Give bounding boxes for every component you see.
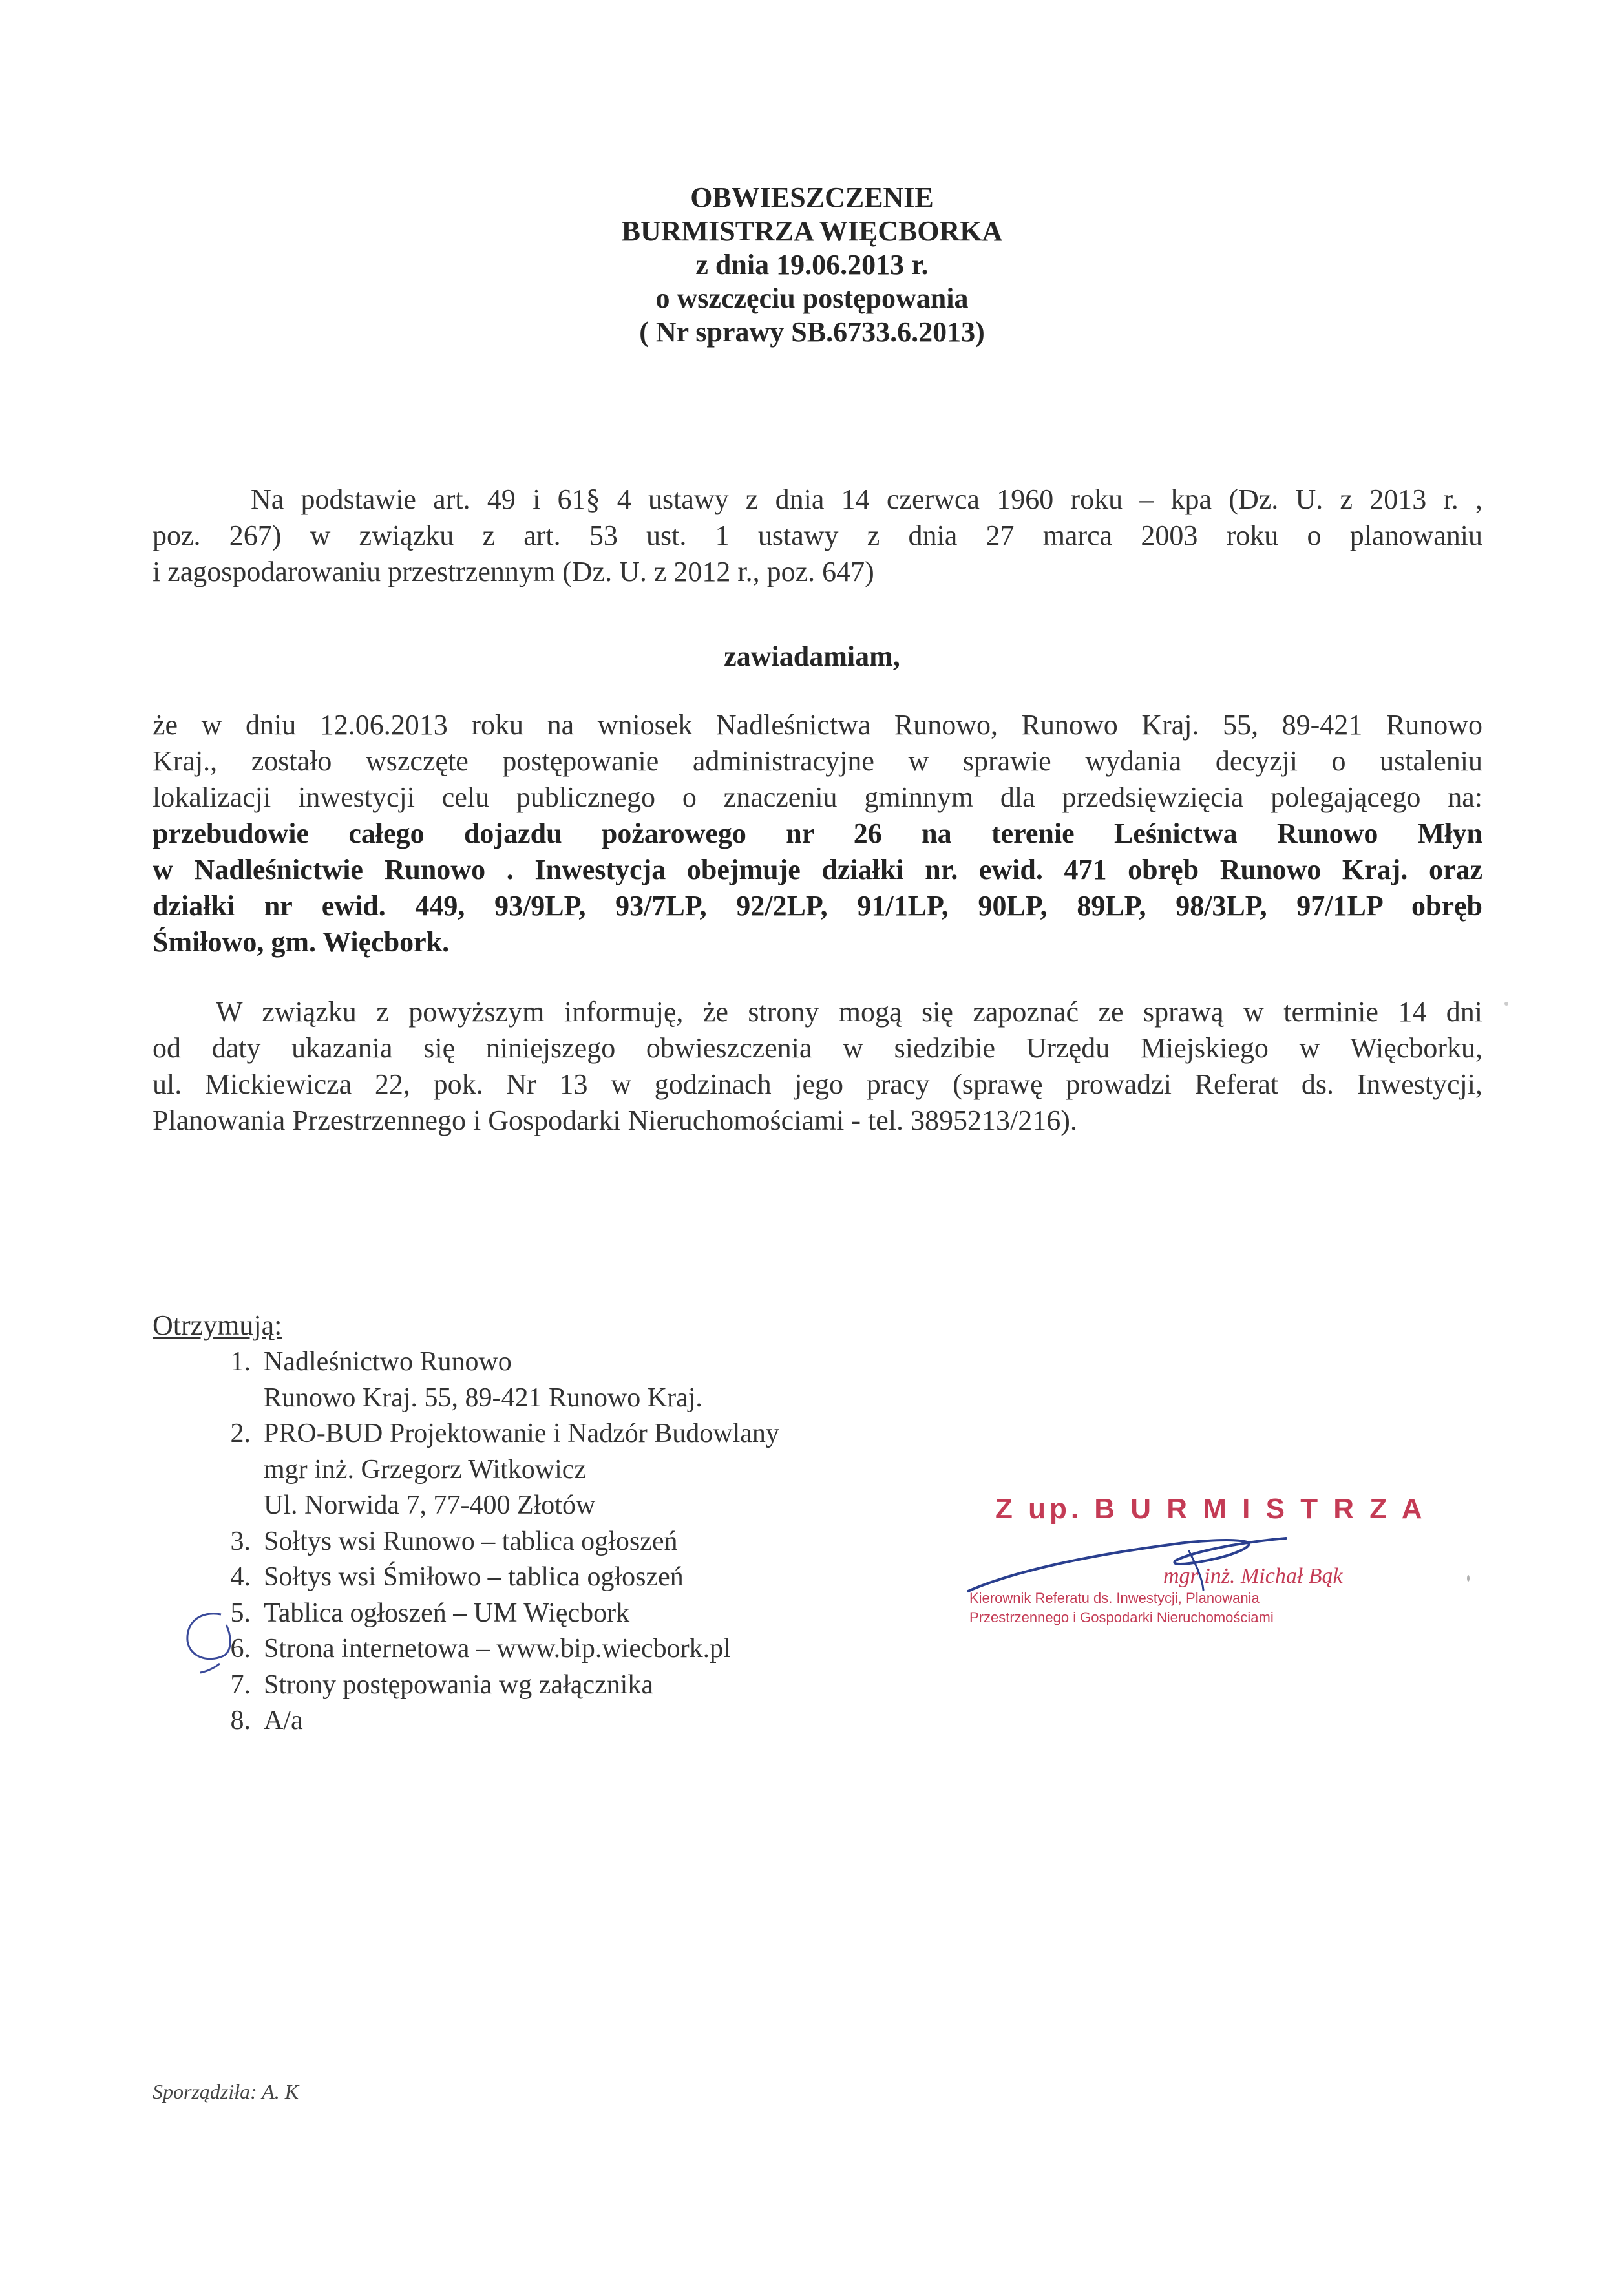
- prepared-by-note: Sporządziła: A. K: [153, 2080, 299, 2103]
- stamp-title: Z up. B U R M I S T R Z A: [995, 1493, 1426, 1525]
- list-item-number: 7.: [230, 1669, 251, 1700]
- body-line: lokalizacji inwestycji celu publicznego o znaczeniu gminnym dla przedsięwzięcia polegającego na:: [153, 781, 1482, 813]
- list-item: [194, 1667, 779, 1704]
- list-item-continuation: mgr inż. Grzegorz Witkowicz: [264, 1454, 587, 1485]
- list-item: [194, 1631, 779, 1667]
- recipients-title: Otrzymują:: [153, 1309, 282, 1341]
- body-bold-line: przebudowie całego dojazdu pożarowego nr 26 na terenie Leśnictwa Runowo Młyn: [153, 818, 1482, 849]
- list-item: [194, 1524, 779, 1560]
- stamp-role: Przestrzennego i Gospodarki Nieruchomościami: [969, 1609, 1274, 1625]
- list-item-continuation: Runowo Kraj. 55, 89-421 Runowo Kraj.: [264, 1382, 702, 1413]
- info-paragraph: [153, 994, 1482, 1139]
- list-item-number: 2.: [230, 1419, 251, 1448]
- stamp-role: Kierownik Referatu ds. Inwestycji, Planowania: [969, 1590, 1260, 1606]
- list-item-text: Strona internetowa – www.bip.wiecbork.pl: [264, 1634, 731, 1664]
- list-item-continuation: Ul. Norwida 7, 77-400 Złotów: [264, 1490, 596, 1520]
- list-item-text: Sołtys wsi Runowo – tablica ogłoszeń: [264, 1526, 678, 1556]
- stamp-name: mgr inż. Michał Bąk: [1163, 1564, 1343, 1588]
- list-item-text: Sołtys wsi Śmiłowo – tablica ogłoszeń: [264, 1562, 684, 1592]
- list-item-number: 4.: [230, 1562, 251, 1592]
- intro-line: Na podstawie art. 49 i 61§ 4 ustawy z dnia 14 czerwca 1960 roku – kpa (Dz. U. z 2013 r. ,: [251, 483, 1482, 515]
- announcement-heading: zawiadamiam,: [724, 640, 900, 672]
- header-subject: o wszczęciu postępowania: [655, 282, 969, 314]
- scan-speck: [1467, 1575, 1470, 1582]
- handwritten-circle-mark: [181, 1609, 239, 1674]
- list-item-text: Strony postępowania wg załącznika: [264, 1669, 653, 1700]
- list-item: [194, 1344, 779, 1416]
- header-date: z dnia 19.06.2013 r.: [695, 249, 929, 280]
- body-bold-line: działki nr ewid. 449, 93/9LP, 93/7LP, 92/2LP, 91/1LP, 90LP, 89LP, 98/3LP, 97/1LP obręb: [153, 890, 1482, 922]
- list-item-number: 1.: [230, 1347, 251, 1377]
- list-item-number: 8.: [230, 1706, 251, 1735]
- body-paragraph: [153, 707, 1482, 960]
- intro-paragraph: [153, 481, 1482, 590]
- header-title: OBWIESZCZENIE: [690, 182, 934, 213]
- info-line: W związku z powyższym informuję, że strony mogą się zapoznać ze sprawą w terminie 14 dni: [216, 996, 1482, 1028]
- list-item: [194, 1703, 779, 1739]
- header-issuer: BURMISTRZA WIĘCBORKA: [621, 215, 1003, 247]
- list-item: [194, 1560, 779, 1596]
- list-item-number: 6.: [230, 1634, 251, 1664]
- list-item-text: Nadleśnictwo Runowo: [264, 1347, 512, 1377]
- body-bold-line: Śmiłowo, gm. Więcbork.: [153, 926, 450, 958]
- intro-line: poz. 267) w związku z art. 53 ust. 1 ustawy z dnia 27 marca 2003 roku o planowaniu: [153, 520, 1482, 551]
- intro-line: i zagospodarowaniu przestrzennym (Dz. U. z 2012 r., poz. 647): [153, 556, 874, 587]
- body-line: że w dniu 12.06.2013 roku na wniosek Nadleśnictwa Runowo, Runowo Kraj. 55, 89-421 Runowo: [153, 709, 1482, 741]
- info-line: Planowania Przestrzennego i Gospodarki Nieruchomościami - tel. 3895213/216).: [153, 1105, 1077, 1136]
- list-item-number: 3.: [230, 1526, 251, 1556]
- list-item-text: Tablica ogłoszeń – UM Więcbork: [264, 1598, 630, 1628]
- body-bold-line: w Nadleśnictwie Runowo . Inwestycja obejmuje działki nr. ewid. 471 obręb Runowo Kraj. oraz: [153, 854, 1482, 885]
- handwritten-signature: [963, 1519, 1325, 1609]
- list-item: [194, 1596, 779, 1632]
- info-line: ul. Mickiewicza 22, pok. Nr 13 w godzinach jego pracy (sprawę prowadzi Referat ds. Inwestycji,: [153, 1068, 1482, 1100]
- info-line: od daty ukazania się niniejszego obwieszczenia w siedzibie Urzędu Miejskiego w Więcborku,: [153, 1032, 1482, 1064]
- list-item-number: 5.: [230, 1598, 251, 1628]
- list-item: [194, 1416, 779, 1524]
- header-case-number: ( Nr sprawy SB.6733.6.2013): [639, 316, 985, 348]
- scan-speck: [1504, 1002, 1508, 1006]
- recipients-list: [194, 1344, 779, 1739]
- document-header: [0, 181, 1624, 349]
- body-line: Kraj., zostało wszczęte postępowanie administracyjne w sprawie wydania decyzji o ustaleniu: [153, 745, 1482, 777]
- list-item-text: PRO-BUD Projektowanie i Nadzór Budowlany: [264, 1419, 779, 1448]
- list-item-text: A/a: [264, 1706, 303, 1735]
